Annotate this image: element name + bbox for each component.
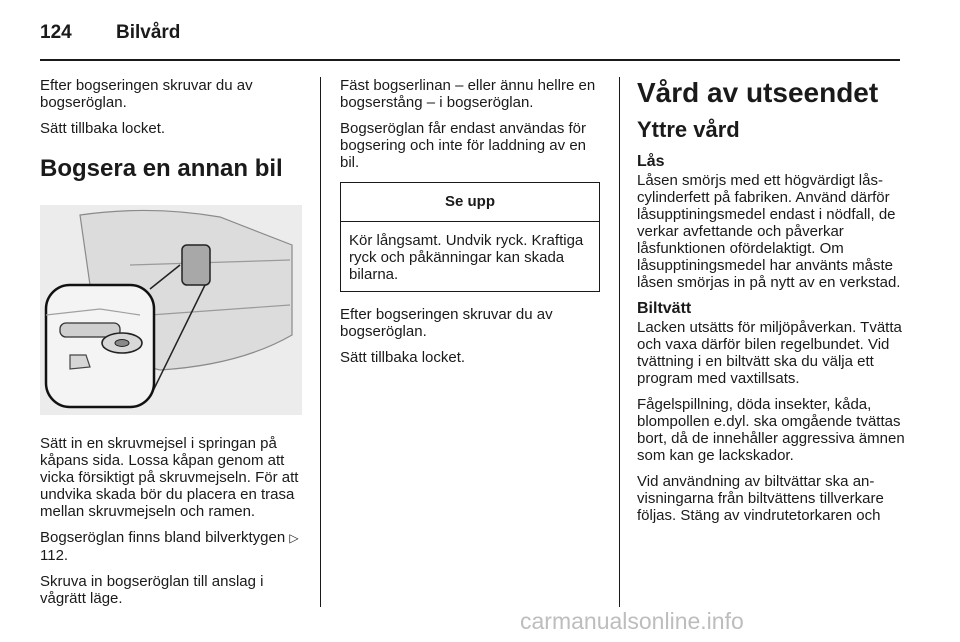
paragraph: Sätt tillbaka locket. [340, 349, 466, 366]
page-reference-link[interactable]: 112. [40, 547, 69, 564]
warning-box [340, 182, 600, 292]
column-1 [40, 77, 308, 616]
paragraph: Sätt in en skruvmejsel i springan på kåpans sida. Lossa kåpan genom att vicka försiktigt på skruvmejseln. För att undvika skada bör du placera en trasa mellan skruvmejseln och ramen. [40, 435, 299, 520]
warning-text: Kör långsamt. Undvik ryck. Kraftiga ryck och påkänningar kan skada bilarna. [349, 232, 584, 283]
column-3 [637, 77, 905, 533]
chapter-heading: Vård av utseendet [637, 77, 879, 108]
towing-eye-illustration [40, 205, 302, 415]
page-number: 124 [40, 22, 72, 43]
column-divider-1 [320, 77, 321, 607]
paragraph: Låsen smörjs med ett högvärdigt låscylinderfett på fabriken. Använd därför låsupptiningsmedel endast i nödfall, de verkar avfettande och påverkar låsfunktionen ofördelaktigt. Om låsupptiningsmedel har använts måste låsen smörjas in på nytt av en verkstad. [637, 172, 901, 291]
column-divider-2 [619, 77, 620, 607]
arrow-reference-icon: ▷ [289, 531, 299, 545]
paragraph: Skruva in bogseröglan till anslag i vågrätt läge. [40, 573, 264, 607]
reference-text: Bogseröglan finns bland bilverktygen [40, 529, 286, 546]
subsection-heading: Biltvätt [637, 300, 692, 317]
paragraph: Efter bogseringen skruvar du av bogseröglan. [340, 306, 553, 340]
paragraph: Fågelspillning, döda insekter, kåda, blompollen e.dyl. ska omgående tvättas bort, då de innehåller aggressiva ämnen som kan ge lackskador. [637, 396, 905, 464]
paragraph: Efter bogseringen skruvar du av bogseröglan. [40, 77, 253, 111]
paragraph: Fäst bogserlinan – eller ännu hellre en bogserstång – i bogseröglan. [340, 77, 596, 111]
paragraph: Sätt tillbaka locket. [40, 120, 166, 137]
column-2 [340, 77, 606, 375]
paragraph: Bogseröglan får endast användas för bogsering och inte för laddning av en bil. [340, 120, 587, 171]
paragraph: Lacken utsätts för miljöpåverkan. Tvätta och vaxa därför bilen regelbundet. Vid tvättning i en biltvätt ska du välja ett program med vaxtillsats. [637, 319, 902, 387]
header-rule [40, 59, 900, 61]
subsection-heading: Lås [637, 153, 665, 170]
page-title: Bilvård [116, 22, 181, 43]
section-heading: Bogsera en annan bil [40, 155, 283, 182]
section-heading: Yttre vård [637, 117, 740, 142]
towing-eye-drawing [40, 205, 302, 415]
warning-title: Se upp [341, 183, 599, 222]
watermark: carmanualsonline.info [520, 608, 744, 634]
paragraph: Vid användning av biltvättar ska anvisningarna från biltvättens tillverkare följas. Stäng av vindrutetorkaren och [637, 473, 884, 524]
paragraph [40, 529, 308, 564]
